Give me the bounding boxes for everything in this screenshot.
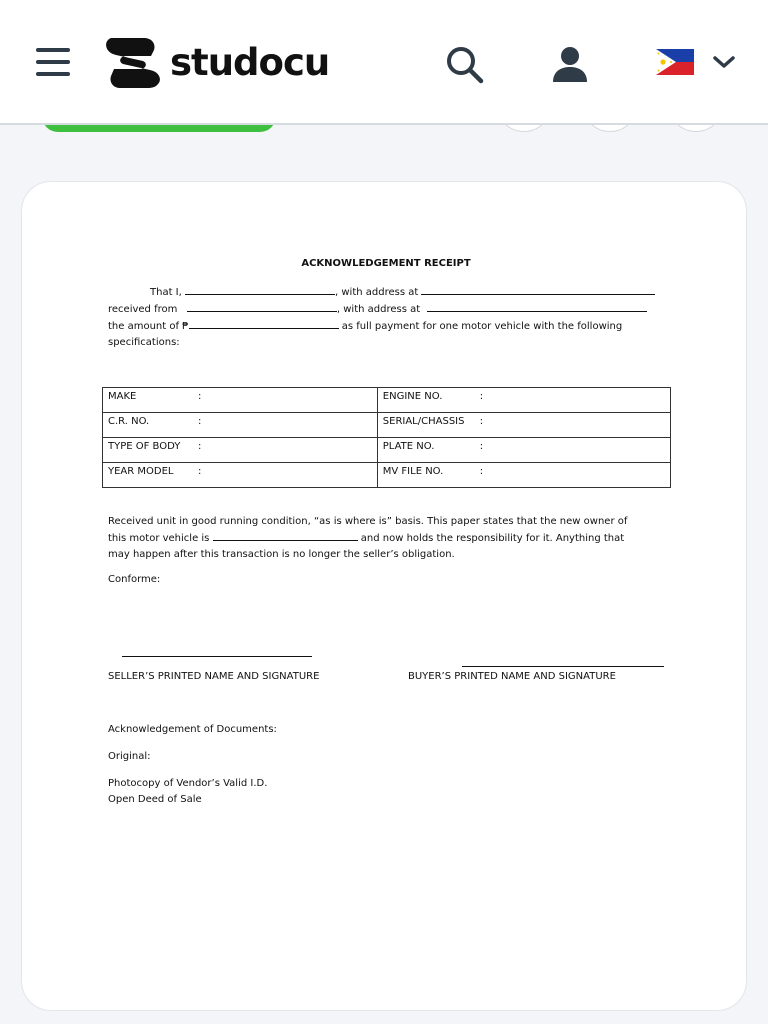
document-title: ACKNOWLEDGEMENT RECEIPT	[301, 258, 471, 269]
table-cell: YEAR MODEL :	[103, 463, 378, 488]
chevron-down-icon	[712, 53, 736, 71]
conforme-label: Conforme:	[108, 574, 161, 585]
condition-line-2a: this motor vehicle is	[108, 533, 210, 544]
document-preview-card	[21, 181, 747, 1011]
seller-signature-line	[122, 656, 312, 657]
intro-amount-of: the amount of ₱	[108, 321, 189, 332]
table-cell: SERIAL/CHASSIS :	[377, 413, 670, 438]
user-icon[interactable]	[550, 44, 590, 84]
seller-signature-label: SELLER’S PRINTED NAME AND SIGNATURE	[108, 671, 320, 682]
condition-line-2b: and now holds the responsibility for it. Anything that	[360, 533, 625, 544]
seller-address-blank	[421, 284, 655, 295]
document-list	[108, 776, 267, 808]
seller-name-blank	[185, 284, 335, 295]
buyer-address-blank	[427, 301, 647, 312]
intro-full-payment: as full payment for one motor vehicle with the following	[341, 321, 623, 332]
hamburger-menu-icon[interactable]	[36, 48, 70, 76]
studocu-logo-mark-icon	[104, 36, 162, 88]
table-cell: TYPE OF BODY :	[103, 438, 378, 463]
buyer-signature-label: BUYER’S PRINTED NAME AND SIGNATURE	[408, 671, 616, 682]
table-row	[103, 388, 671, 413]
condition-line-3: may happen after this transaction is no longer the seller’s obligation.	[108, 549, 455, 560]
logo-text: studocu	[170, 40, 330, 84]
philippines-flag-icon	[656, 49, 694, 75]
language-selector[interactable]	[654, 46, 744, 80]
list-item: Photocopy of Vendor’s Valid I.D.	[108, 778, 268, 789]
table-row	[103, 438, 671, 463]
list-item: Open Deed of Sale	[108, 794, 202, 805]
search-icon[interactable]	[444, 44, 484, 84]
buyer-name-blank	[187, 301, 337, 312]
intro-paragraph	[108, 284, 664, 351]
buyer-signature-line	[462, 666, 664, 667]
intro-specifications: specifications:	[108, 337, 180, 348]
condition-paragraph	[108, 514, 664, 563]
table-cell: ENGINE NO. :	[377, 388, 670, 413]
amount-blank	[189, 318, 339, 329]
vehicle-spec-table	[102, 387, 671, 488]
table-row	[103, 413, 671, 438]
intro-received-from: received from	[108, 304, 178, 315]
table-cell: PLATE NO. :	[377, 438, 670, 463]
intro-that-i: That I,	[150, 287, 182, 298]
table-cell: MV FILE NO. :	[377, 463, 670, 488]
ack-documents-heading: Acknowledgement of Documents:	[108, 724, 277, 735]
table-cell: MAKE :	[103, 388, 378, 413]
top-navigation-bar	[0, 0, 768, 125]
table-row	[103, 463, 671, 488]
original-label: Original:	[108, 751, 151, 762]
condition-line-1: Received unit in good running condition, “as is where is” basis. This paper states that the new owner of	[108, 516, 628, 527]
new-owner-blank	[213, 530, 358, 541]
intro-address-1: , with address at	[335, 287, 419, 298]
intro-address-2: , with address at	[336, 304, 421, 315]
studocu-logo[interactable]	[104, 36, 329, 88]
table-cell: C.R. NO. :	[103, 413, 378, 438]
